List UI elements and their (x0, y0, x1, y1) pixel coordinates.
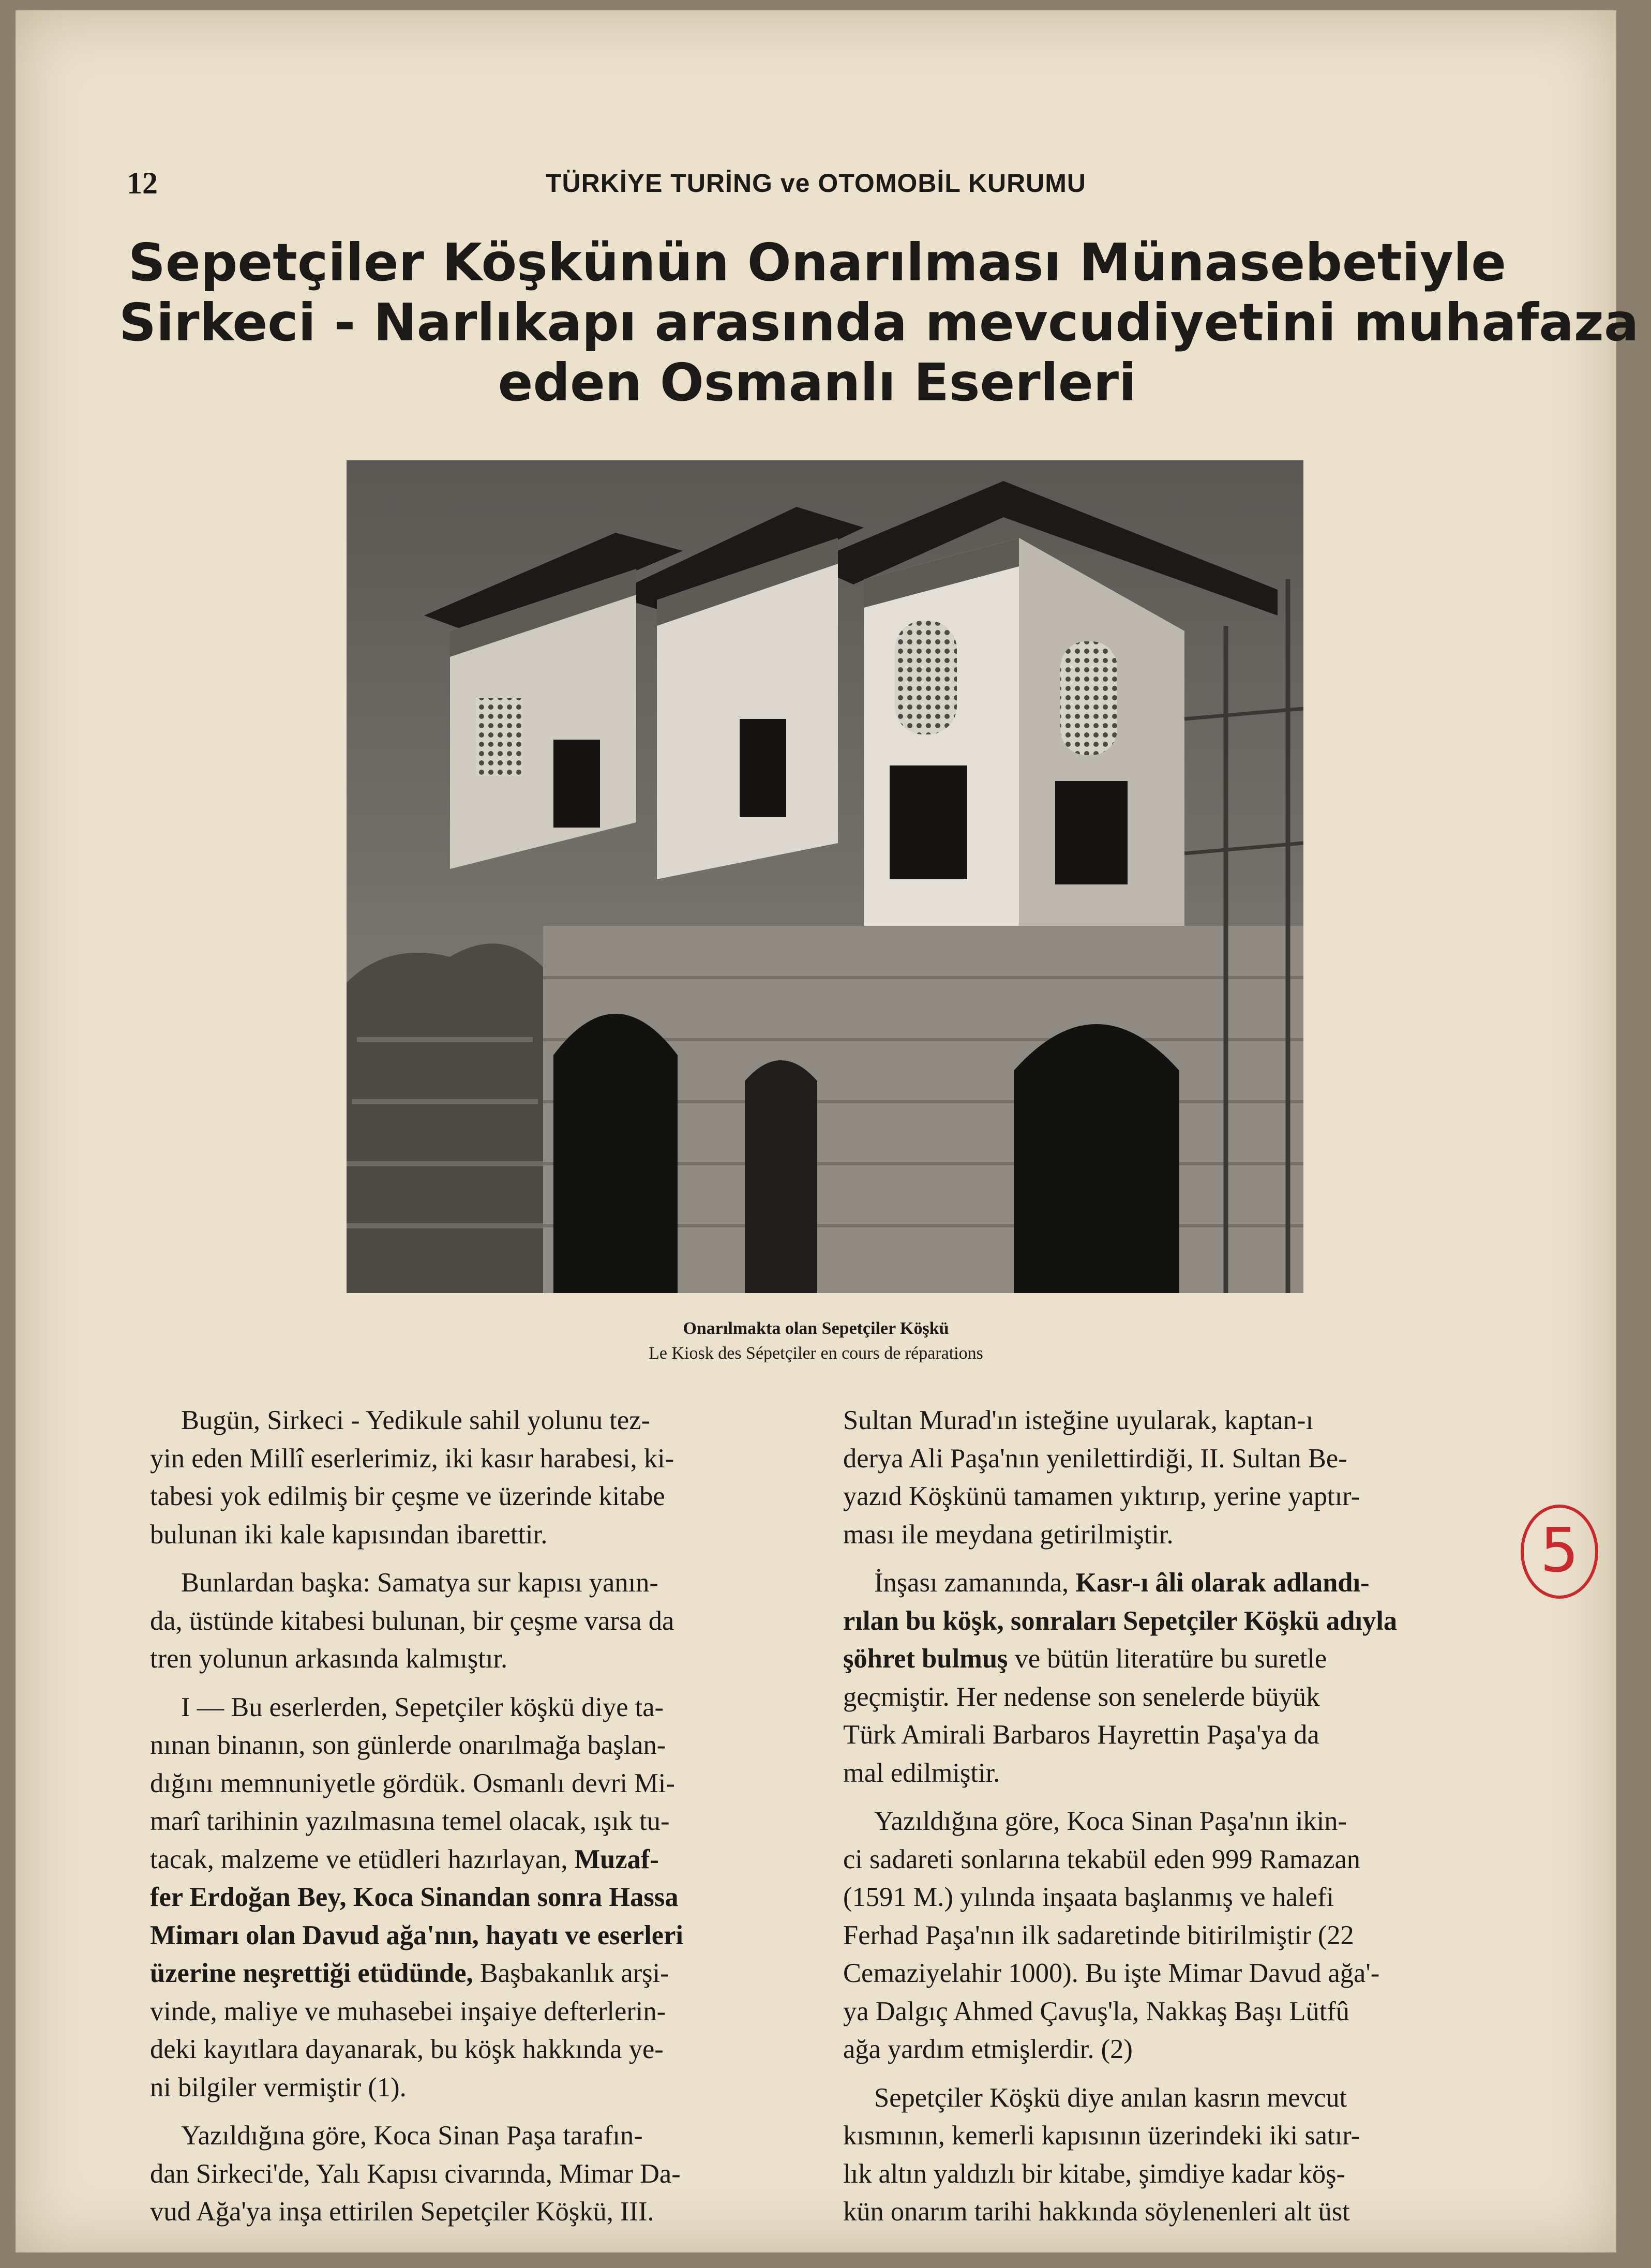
text-line (150, 1879, 760, 1917)
headline-line-1: Sepetçiler Köşkünün Onarılması Münasebetiyle (128, 232, 1507, 293)
headline-line-2: Sirkeci - Narlıkapı arasında mevcudiyetini muhafaza (119, 292, 1639, 353)
page-number: 12 (127, 166, 158, 200)
text-line: ni bilgiler vermiştir (1). (150, 2072, 407, 2102)
text-line: tabesi yok edilmiş bir çeşme ve üzerinde kitabe (150, 1481, 665, 1511)
scanned-page (16, 10, 1639, 2252)
text-line: ağa yardım etmişlerdir. (2) (843, 2034, 1133, 2064)
text-line (150, 1917, 760, 1955)
text-line: yazıd Köşkünü tamamen yıktırıp, yerine yaptır- (843, 1481, 1360, 1511)
text-span-bold: Kasr-ı âli olarak adlandı- (1075, 1568, 1370, 1598)
text-line: kün onarım tarihi hakkında söylenenleri alt üst (843, 2197, 1350, 2227)
text-line: mal edilmiştir. (843, 1758, 1000, 1788)
text-line (843, 1564, 1453, 1602)
caption-turkish: Onarılmakta olan Sepetçiler Köşkü (683, 1319, 949, 1338)
text-span: Başbakanlık arşi- (479, 1958, 669, 1988)
text-line: nınan binanın, son günlerde onarılmağa başlan- (150, 1730, 666, 1760)
text-line: derya Ali Paşa'nın yenilettirdiği, II. Sultan Be- (843, 1443, 1347, 1474)
text-line: marî tarihinin yazılmasına temel olacak, ışık tu- (150, 1806, 670, 1836)
handwritten-mark-text: 5 (1540, 1514, 1579, 1586)
text-line (150, 1841, 760, 1879)
text-line: (1591 M.) yılında inşaata başlanmış ve halefi (843, 1882, 1334, 1912)
text-line: Cemaziyelahir 1000). Bu işte Mimar Davud ağa'- (843, 1958, 1380, 1988)
figure-caption (16, 1316, 1616, 1366)
text-span-bold: şöhret bulmuş (843, 1644, 1008, 1674)
text-line (150, 1955, 760, 1993)
caption-french: Le Kiosk des Sépetçiler en cours de réparations (649, 1344, 983, 1363)
text-line: Sultan Murad'ın isteğine uyularak, kaptan-ı (843, 1405, 1314, 1435)
article-headline (119, 232, 1639, 413)
text-line: Yazıldığına göre, Koca Sinan Paşa tarafın- (181, 2121, 643, 2151)
text-line: vud Ağa'ya inşa ettirilen Sepetçiler Köşkü, III. (150, 2197, 654, 2227)
text-line: ci sadareti sonlarına tekabül eden 999 Ramazan (843, 1844, 1361, 1874)
article-column-left (150, 1402, 760, 2231)
text-line: dığını memnuniyetle gördük. Osmanlı devri Mi- (150, 1768, 675, 1798)
text-line (843, 1640, 1453, 1678)
text-line: deki kayıtlara dayanarak, bu köşk hakkında ye- (150, 2034, 664, 2064)
text-line: Bunlardan başka: Samatya sur kapısı yanın- (181, 1568, 658, 1598)
text-span-bold: fer Erdoğan Bey, Koca Sinandan sonra Hassa (150, 1882, 679, 1912)
text-line: ması ile meydana getirilmiştir. (843, 1519, 1174, 1550)
journal-title: TÜRKİYE TURİNG ve OTOMOBİL KURUMU (545, 169, 1087, 198)
text-span: İnşası zamanında, (874, 1568, 1069, 1598)
text-span-bold: üzerine neşrettiği etüdünde, (150, 1958, 473, 1988)
text-line: Sepetçiler Köşkü diye anılan kasrın mevcut (874, 2082, 1347, 2113)
text-line: tren yolunun arkasında kalmıştır. (150, 1644, 508, 1674)
text-span-bold: Mimarı olan Davud ağa'nın, hayatı ve eserleri (150, 1920, 683, 1950)
article-column-right (843, 1402, 1453, 2231)
text-line: Bugün, Sirkeci - Yedikule sahil yolunu tez- (181, 1405, 650, 1435)
text-span-bold: rılan bu köşk, sonraları Sepetçiler Köşkü adıyla (843, 1605, 1398, 1636)
text-line: da, üstünde kitabesi bulunan, bir çeşme varsa da (150, 1605, 674, 1636)
text-line: geçmiştir. Her nedense son senelerde büyük (843, 1681, 1320, 1712)
text-line: Türk Amirali Barbaros Hayrettin Paşa'ya da (843, 1720, 1319, 1750)
text-span-bold: Muzaf- (574, 1844, 659, 1874)
text-line: lık altın yaldızlı bir kitabe, şimdiye kadar köş- (843, 2158, 1346, 2189)
text-line: Yazıldığına göre, Koca Sinan Paşa'nın ikin- (874, 1806, 1347, 1836)
headline-line-3: eden Osmanlı Eserleri (498, 352, 1137, 413)
text-line: vinde, maliye ve muhasebei inşaiye defterlerin- (150, 1996, 666, 2026)
text-line: bulunan iki kale kapısından ibarettir. (150, 1519, 548, 1550)
text-line: Ferhad Paşa'nın ilk sadaretinde bitirilmiştir (22 (843, 1920, 1354, 1950)
text-line: kısmının, kemerli kapısının üzerindeki iki satır- (843, 2121, 1360, 2151)
text-line: dan Sirkeci'de, Yalı Kapısı civarında, Mimar Da- (150, 2158, 681, 2189)
text-span: tacak, malzeme ve etüdleri hazırlayan, (150, 1844, 568, 1874)
text-line: ya Dalgıç Ahmed Çavuş'la, Nakkaş Başı Lütfû (843, 1996, 1350, 2026)
text-line: yin eden Millî eserlerimiz, iki kasır harabesi, ki- (150, 1443, 674, 1474)
text-line: I — Bu eserlerden, Sepetçiler köşkü diye ta- (181, 1692, 664, 1722)
running-head (16, 166, 1616, 207)
text-span: ve bütün literatüre bu suretle (1014, 1644, 1327, 1674)
handwritten-page-mark (1508, 1500, 1611, 1603)
photograph-illustration (347, 460, 1303, 1293)
text-line (843, 1602, 1453, 1641)
kiosk-photograph (347, 460, 1303, 1293)
